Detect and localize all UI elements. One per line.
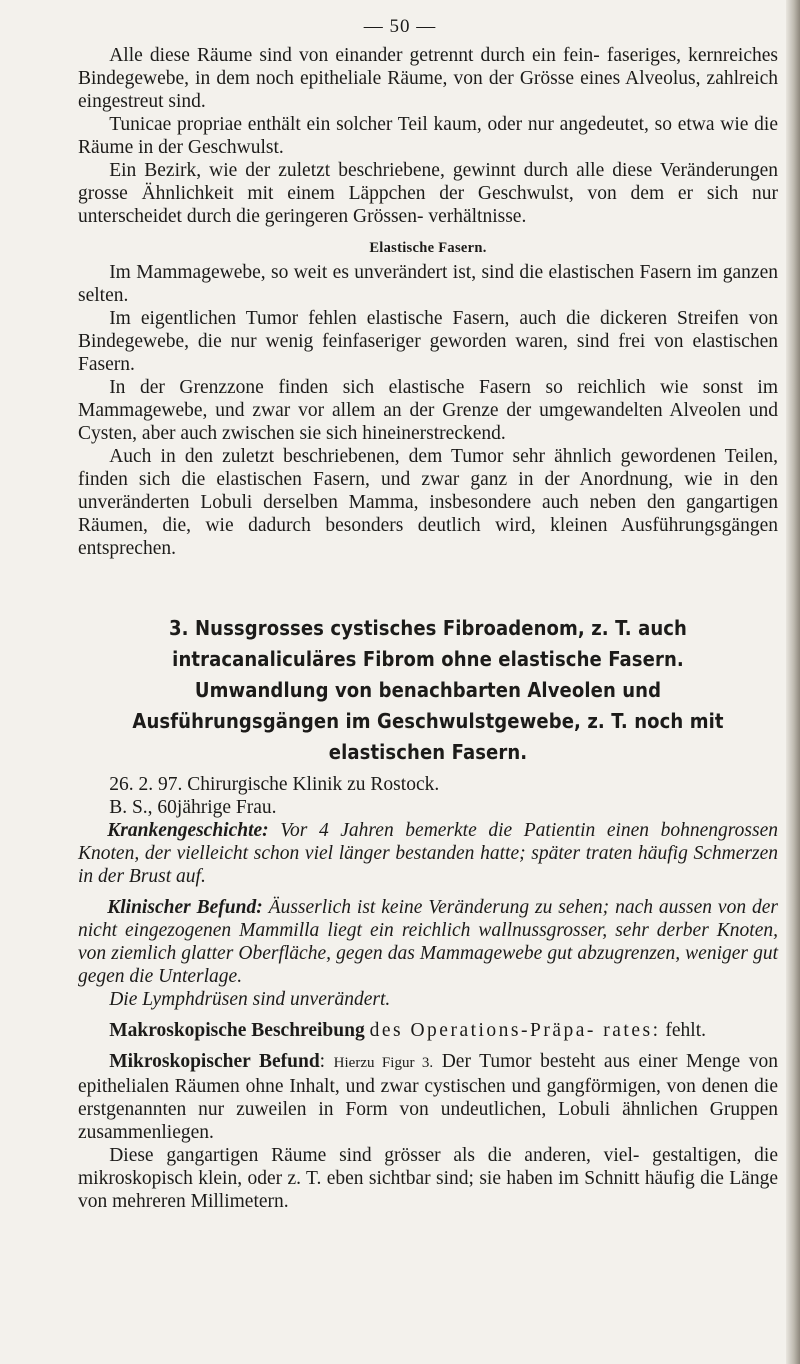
paragraph: Im eigentlichen Tumor fehlen elastische Fasern, auch die dickeren Streifen von Bindegewebe, die nur wenig feinfaseriger geworden waren, sind frei von elastischen Fasern.: [78, 308, 778, 375]
page-number: — 50 —: [363, 16, 437, 37]
page-edge-shadow: [786, 0, 800, 1364]
paragraph: Diese gangartigen Räume sind grösser als die anderen, viel- gestaltigen, die mikroskopisch klein, oder z. T. eben sichtbar sind; sie haben im Schnitt häufig die Länge von mehreren Millimetern.: [78, 1145, 778, 1212]
macro-label: Makroskopische Beschreibung: [109, 1020, 365, 1041]
lymph-paragraph: Die Lymphdrüsen sind unverändert.: [109, 989, 391, 1010]
macro-paragraph: [78, 1019, 778, 1042]
paragraph: Alle diese Räume sind von einander getrennt durch ein fein- faseriges, kernreiches Bindegewebe, in dem noch epitheliale Räume, von der Grösse eines Alveolus, zahlreich eingestreut sind.: [78, 45, 778, 112]
figure-reference: Hierzu Figur 3.: [333, 1055, 434, 1071]
macro-spaced-text: des Operations-Präpa- rates:: [369, 1020, 661, 1041]
patient-line: B. S., 60jährige Frau.: [109, 797, 277, 818]
history-text: Vor 4 Jahren bemerkte die Patientin einen bohnengrossen Knoten, der vielleicht schon viel länger bestanden hatte; später traten häufig Schmerzen in der Brust auf.: [78, 820, 778, 887]
section-title: 3. Nussgrosses cystisches Fibroadenom, z. T. auch intracanaliculäres Fibrom ohne elastische Fasern. Umwandlung von benachbarten Alveolen und Ausführungsgängen im Geschwulstgewebe, z. T. noch mit elastischen Fasern.: [132, 616, 724, 764]
micro-paragraph: [78, 1050, 778, 1144]
history-label: Krankengeschichte:: [107, 820, 269, 841]
micro-text: Der Tumor besteht aus einer Menge von epithelialen Räumen ohne Inhalt, und zwar cystischen und gangförmigen, von denen die erstgenannten nur zuweilen in Form von undeutlichen, Lobuli ähnlichen Gruppen zusammenliegen.: [78, 1051, 779, 1143]
paragraph: Ein Bezirk, wie der zuletzt beschriebene, gewinnt durch alle diese Veränderungen grosse Ähnlichkeit mit einem Läppchen der Geschwulst, von dem er sich nur unterscheidet durch die geringeren Grössen- verhältnisse.: [78, 160, 778, 227]
micro-colon: :: [319, 1051, 326, 1072]
case-date-line: 26. 2. 97. Chirurgische Klinik zu Rostock.: [109, 774, 440, 795]
subheading-elastic-fibers: Elastische Fasern.: [369, 240, 487, 256]
paragraph: Im Mammagewebe, so weit es unverändert ist, sind die elastischen Fasern im ganzen selten.: [78, 262, 778, 306]
clinical-paragraph: [78, 896, 778, 988]
macro-rest: fehlt.: [665, 1020, 706, 1041]
clinical-label: Klinischer Befund:: [107, 897, 263, 918]
clinical-text: Äusserlich ist keine Veränderung zu sehen; nach aussen von der nicht eingezogenen Mammilla liegt ein reichlich wallnussgrosser, sehr derber Knoten, von ziemlich glatter Oberfläche, gegen das Mammagewebe gut abzugrenzen, weniger gut gegen die Unterlage.: [78, 897, 779, 987]
page-body: [78, 44, 778, 1213]
paragraph: Auch in den zuletzt beschriebenen, dem Tumor sehr ähnlich gewordenen Teilen, finden sich die elastischen Fasern, und zwar ganz in der Anordnung, wie in den unveränderten Lobuli derselben Mamma, insbesondere auch neben den gangartigen Räumen, die, wie dadurch besonders deutlich wird, kleinen Ausführungsgängen entsprechen.: [78, 446, 778, 559]
paragraph: In der Grenzzone finden sich elastische Fasern so reichlich wie sonst im Mammagewebe, und zwar vor allem an der Grenze der umgewandelten Alveolen und Cysten, aber auch zwischen sie sich hineinerstreckend.: [78, 377, 778, 444]
paragraph: Tunicae propriae enthält ein solcher Teil kaum, oder nur angedeutet, so etwa wie die Räume in der Geschwulst.: [78, 114, 778, 158]
micro-label: Mikroskopischer Befund: [109, 1051, 320, 1072]
history-paragraph: [78, 819, 778, 888]
